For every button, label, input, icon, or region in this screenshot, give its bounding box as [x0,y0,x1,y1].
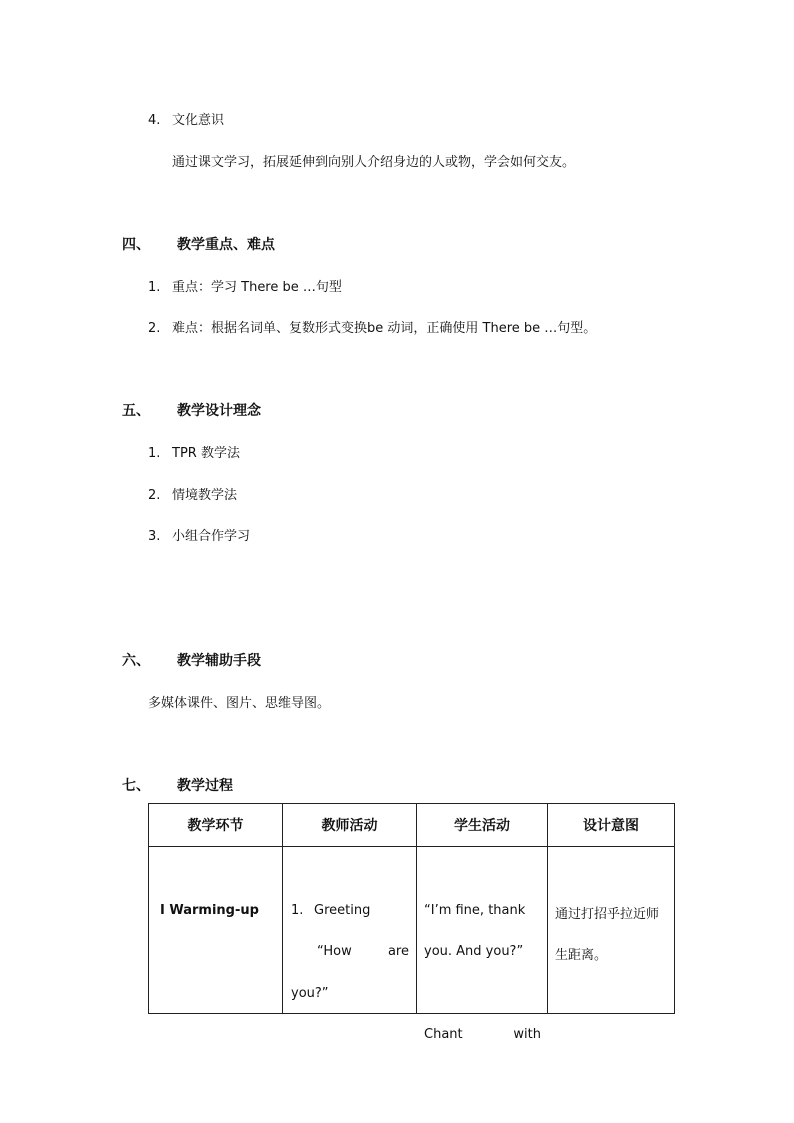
cell-design-intent [548,847,675,1014]
section-number: 六、 [122,653,150,669]
cell-student-activity [417,847,548,1042]
list-number: 3. [148,529,161,544]
section-number: 七、 [122,778,150,794]
list-text: 小组合作学习 [172,529,251,544]
teacher-item-number: 1. [291,903,304,918]
list-text: TPR 教学法 [172,446,240,461]
list-item [148,525,250,544]
list-item [148,276,342,295]
header-design-intent: 设计意图 [548,804,675,847]
list-item [148,317,596,336]
header-student-activity: 学生活动 [417,804,548,847]
section-heading-teaching-process [122,775,233,795]
student-chant-with: with [513,1027,541,1042]
list-text: 难点：根据名词单、复数形式变换be 动词，正确使用 There be …句型。 [172,321,597,336]
list-number: 2. [148,488,161,503]
list-number: 1. [148,446,161,461]
section-title: 教学重点、难点 [177,237,275,253]
section-number: 四、 [122,237,150,253]
cell-stage [149,847,283,1014]
section-title: 教学辅助手段 [177,653,261,669]
list-item-culture [148,109,224,128]
list-text: 重点：学习 There be …句型 [172,280,342,295]
cell-teacher-activity [283,847,417,1014]
section-title: 教学过程 [177,778,233,794]
section-number: 五、 [122,403,150,419]
list-number: 2. [148,321,161,336]
list-number: 4. [148,113,161,128]
list-item [148,484,237,503]
list-item [148,442,240,461]
list-number: 1. [148,280,161,295]
list-text: 文化意识 [172,113,225,128]
teacher-question-are: are [387,944,409,959]
student-reply-line2: you. And you?” [424,944,524,959]
table-row [149,847,675,1014]
intent-line2: 生距离。 [555,948,608,963]
intent-line1: 通过打招乎拉近师 [555,907,660,922]
table-header-row [149,804,675,847]
header-stage: 教学环节 [149,804,283,847]
section-title: 教学设计理念 [177,403,261,419]
culture-paragraph: 通过课文学习，拓展延伸到向别人介绍身边的人或物，学会如何交友。 [172,155,576,170]
teaching-aids-paragraph: 多媒体课件、图片、思维导图。 [148,696,331,711]
section-heading-design-concept [122,400,261,420]
student-reply-line1: “I’m fine, thank [424,903,526,918]
teaching-process-table [148,803,675,1042]
teacher-question-you: you?” [291,986,329,1001]
section-heading-teaching-aids [122,650,261,670]
stage-label: I Warming-up [160,903,259,918]
header-teacher-activity: 教师活动 [283,804,417,847]
teacher-greeting: Greeting [314,903,371,918]
list-text: 情境教学法 [172,488,238,503]
student-chant: Chant [424,1027,463,1042]
section-heading-key-points [122,234,275,254]
teacher-question-how: “How [317,944,352,959]
